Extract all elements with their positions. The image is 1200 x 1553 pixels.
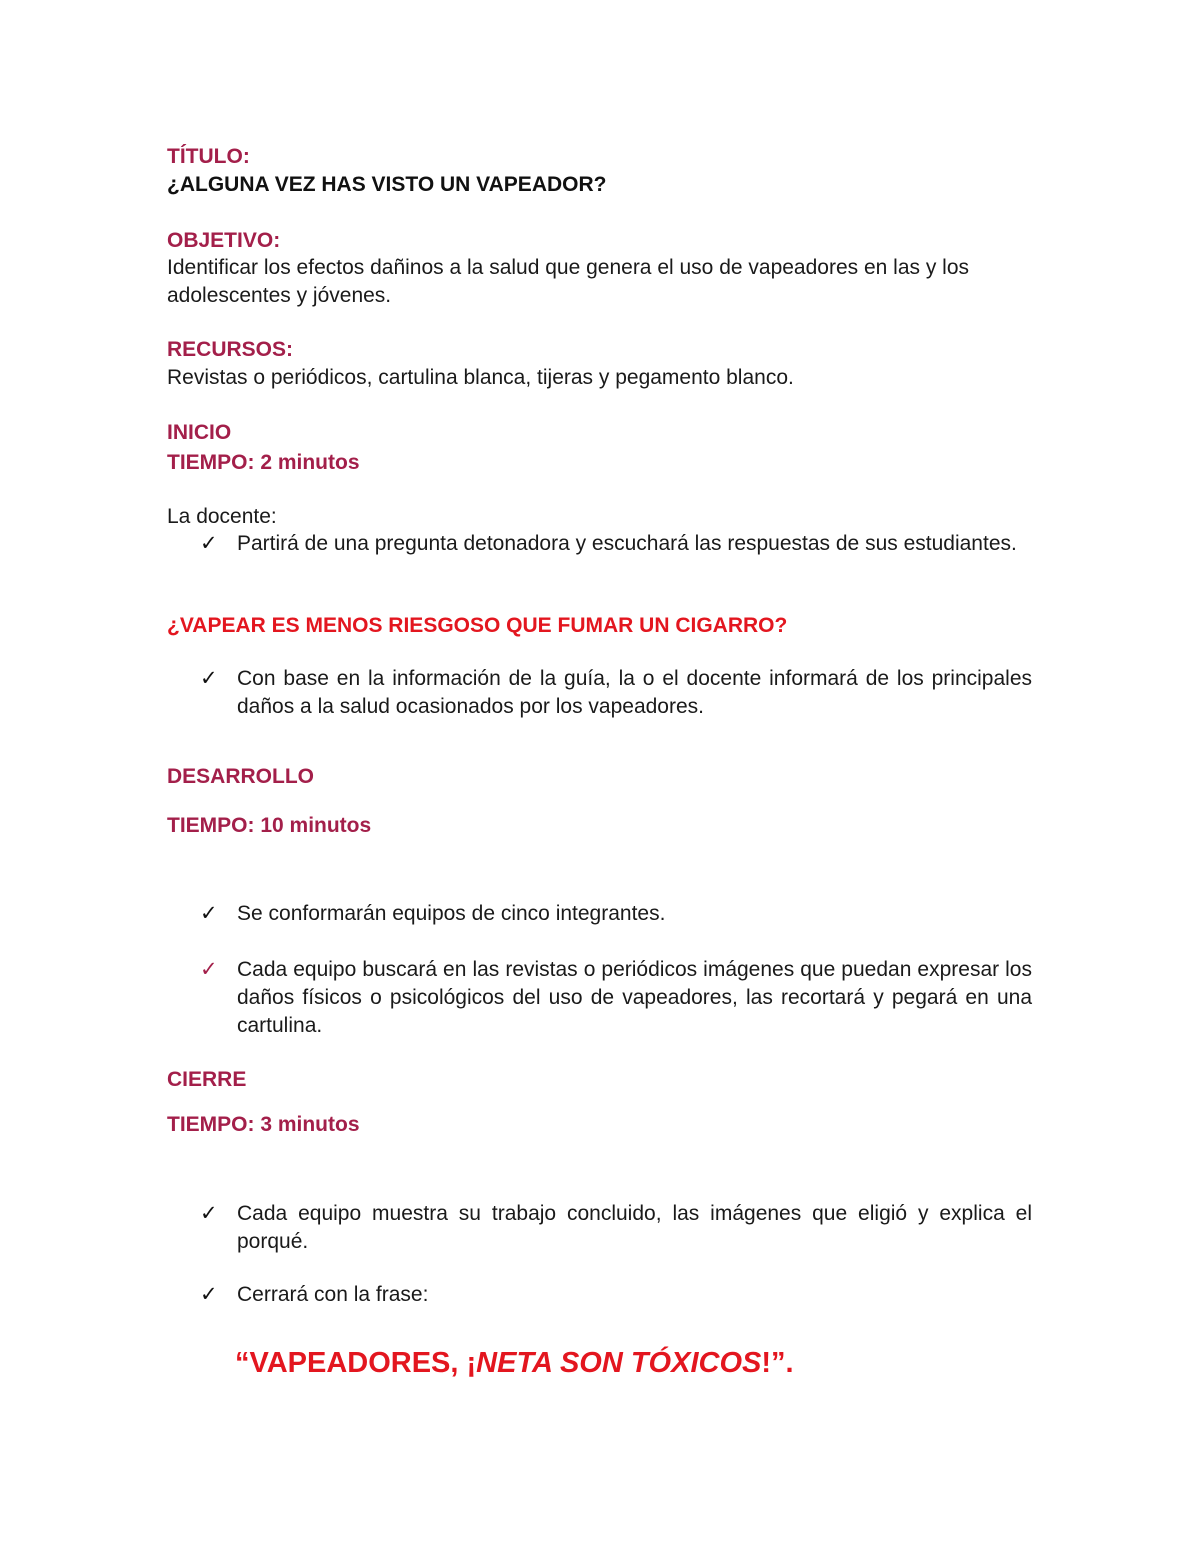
checkmark-icon: ✓ xyxy=(200,958,218,981)
checkmark-icon: ✓ xyxy=(200,532,218,555)
inicio-tiempo: TIEMPO: 2 minutos xyxy=(167,451,360,474)
detonating-question: ¿VAPEAR ES MENOS RIESGOSO QUE FUMAR UN CIGARRO? xyxy=(167,614,788,637)
objetivo-text: Identificar los efectos dañinos a la salud que genera el uso de vapeadores en las y los adolescentes y jóvenes. xyxy=(167,256,970,307)
list-item-text: Cada equipo muestra su trabajo concluido, las imágenes que eligió y explica el porqué. xyxy=(237,1202,1032,1253)
page-title: ¿ALGUNA VEZ HAS VISTO UN VAPEADOR? xyxy=(167,173,607,196)
closing-phrase-open: “VAPEADORES, ¡ xyxy=(235,1347,477,1379)
recursos-text: Revistas o periódicos, cartulina blanca, tijeras y pegamento blanco. xyxy=(167,366,794,389)
list-item-text: Cada equipo buscará en las revistas o periódicos imágenes que puedan expresar los daños físicos o psicológicos del uso de vapeadores, las recortará y pegará en una cartulina. xyxy=(237,958,1032,1037)
list-item-text: Partirá de una pregunta detonadora y escuchará las respuestas de sus estudiantes. xyxy=(237,532,1017,555)
closing-phrase-emphasis: NETA SON TÓXICOS xyxy=(476,1347,762,1379)
checkmark-icon: ✓ xyxy=(200,1202,218,1225)
list-item-text: Con base en la información de la guía, la o el docente informará de los principales daños a la salud ocasionados por los vapeadores. xyxy=(237,667,1032,718)
checkmark-icon: ✓ xyxy=(200,667,218,690)
cierre-label: CIERRE xyxy=(167,1068,247,1091)
list-item xyxy=(200,1281,1032,1309)
checkmark-icon: ✓ xyxy=(200,902,218,925)
titulo-label: TÍTULO: xyxy=(167,145,250,168)
inicio-intro: La docente: xyxy=(167,505,277,528)
inicio-label: INICIO xyxy=(167,421,232,444)
objetivo-label: OBJETIVO: xyxy=(167,229,281,252)
recursos-label: RECURSOS: xyxy=(167,338,294,361)
checkmark-icon: ✓ xyxy=(200,1283,218,1306)
closing-phrase-end: !”. xyxy=(761,1347,794,1379)
list-item xyxy=(200,956,1032,1040)
list-item xyxy=(200,665,1032,721)
desarrollo-label: DESARROLLO xyxy=(167,765,314,788)
list-item xyxy=(200,530,1032,558)
list-item xyxy=(200,1200,1032,1256)
list-item-text: Cerrará con la frase: xyxy=(237,1283,429,1306)
closing-phrase xyxy=(235,1345,794,1381)
desarrollo-tiempo: TIEMPO: 10 minutos xyxy=(167,814,372,837)
cierre-tiempo: TIEMPO: 3 minutos xyxy=(167,1113,360,1136)
list-item-text: Se conformarán equipos de cinco integrantes. xyxy=(237,902,666,925)
list-item xyxy=(200,900,1032,928)
